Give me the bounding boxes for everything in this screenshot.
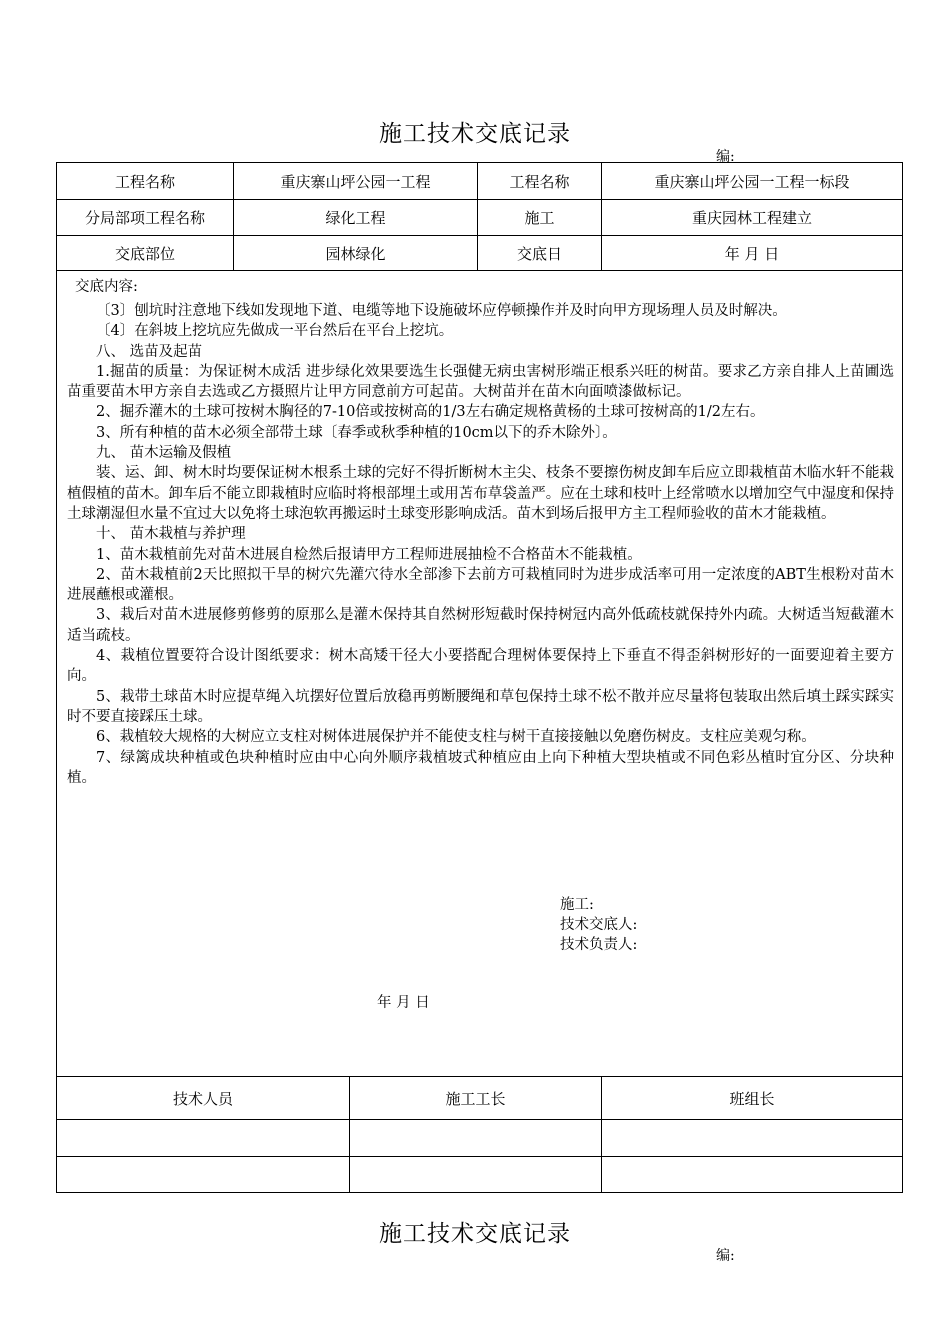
paragraph: 装、运、卸、树木时均要保证树木根系土球的完好不得折断树木主尖、枝条不要擦伤树皮卸车后应立即栽植苗木临水轩不能栽植假植的苗木。卸车后不能立即栽植时应临时将根部埋土或用苫布草袋盖严。应在土球和枝叶上经常喷水以增加空气中湿度和保持土球潮湿但水量不宜过大以免将土球泡软再搬运时土球变形影响成活。苗木到场后报甲方主工程师验收的苗木才能栽植。 [67, 465, 894, 522]
project-name-value: 重庆寨山坪公园一工程 [280, 172, 431, 191]
paragraph: 1.掘苗的质量：为保证树木成活 进步绿化效果要选生长强健无病虫害树形端正根系兴旺的树苗。要求乙方亲自排人上苗圃选苗重要苗木甲方亲自去选或乙方摄照片让甲方同意前方可起苗。大树苗并在苗木向面喷漆做标记。 [67, 363, 894, 401]
tech-staff-header: 技术人员 [172, 1089, 233, 1108]
paragraph: 2、苗木栽植前2天比照拟干旱的树穴先灌穴待水全部渗下去前方可栽植同时为进步成活率可用一定浓度的ABT生根粉对苗木进展蘸根或灌根。 [67, 566, 894, 604]
tech-lead-label: 技术负责人: [560, 937, 638, 953]
sign-date: 年 月 日 [377, 995, 430, 1011]
paragraph: 3、所有种植的苗木必须全部带土球〔春季或秋季种植的10cm以下的乔木除外〕。 [96, 424, 617, 441]
paragraph: 1、苗木栽植前先对苗木进展自检然后报请甲方工程师进展抽检不合格苗木不能栽植。 [96, 546, 642, 563]
page-title: 施工技术交底记录 [379, 121, 571, 147]
paragraph: 7、绿篱成块种植或色块种植时应由中心向外顺序栽植坡式种植应由上向下种植大型块植或不同色彩丛植时宜分区、分块种植。 [67, 749, 894, 786]
contractor-label: 施工 [524, 209, 555, 227]
paragraph: 〔3〕刨坑时注意地下线如发现地下道、电缆等地下设施破坏应停顿操作并及时向甲方现场理人员及时解决。 [96, 303, 787, 319]
paragraph: 2、掘乔灌木的土球可按树木胸径的7-10倍或按树高的1/3左右确定规格黄杨的土球可按树高的1/2左右。 [96, 404, 765, 421]
paragraph: 6、栽植较大规格的大树应立支柱对树体进展保护并不能使支柱与树干直接接触以免磨伤树皮。支柱应美观匀称。 [96, 729, 816, 746]
handover-date-label: 交底日 [516, 245, 562, 263]
section-heading: 十、 苗木栽植与养护理 [96, 526, 246, 543]
construction-sign-label: 施工: [560, 897, 594, 913]
foreman-header: 施工工长 [445, 1089, 506, 1108]
paragraph: 3、栽后对苗木进展修剪修剪的原那么是灌木保持其自然树形短截时保持树冠内高外低疏枝就保持外内疏。大树适当短截灌木适当疏枝。 [67, 607, 894, 644]
signature-block [560, 895, 637, 955]
handover-content-box [56, 270, 903, 1077]
subproject-name-label: 分局部项工程名称 [84, 209, 205, 227]
signature-table [56, 1076, 903, 1193]
serial-number-label: 编: [716, 149, 735, 165]
team-leader-header: 班组长 [729, 1089, 775, 1108]
header-row-3 [56, 235, 903, 271]
subproject-name-value: 绿化工程 [325, 209, 386, 227]
serial-number-label-2: 编: [716, 1248, 735, 1264]
handover-date-value: 年 月 日 [724, 245, 780, 263]
section-heading: 八、 选苗及起苗 [96, 343, 203, 360]
header-row-2 [56, 199, 903, 235]
project-section-value: 重庆寨山坪公园一工程一标段 [654, 172, 850, 191]
handover-part-label: 交底部位 [114, 245, 175, 263]
content-label: 交底内容: [75, 279, 138, 295]
paragraph: 〔4〕在斜坡上挖坑应先做成一平台然后在平台上挖坑。 [96, 323, 454, 340]
project-name-label: 工程名称 [114, 172, 175, 191]
section-heading: 九、 苗木运输及假植 [96, 445, 232, 462]
tech-handover-person-label: 技术交底人: [560, 917, 638, 933]
contractor-value: 重庆园林工程建立 [691, 209, 812, 227]
handover-part-value: 园林绿化 [325, 245, 386, 263]
page-title-2: 施工技术交底记录 [379, 1221, 571, 1247]
content-paragraphs [67, 301, 894, 788]
project-name-label-2: 工程名称 [509, 172, 570, 191]
paragraph: 5、栽带土球苗木时应提草绳入坑摆好位置后放稳再剪断腰绳和草包保持土球不松不散并应尽量将包装取出然后填土踩实踩实时不要直接踩压土球。 [67, 688, 894, 725]
paragraph: 4、栽植位置要符合设计图纸要求：树木高矮干径大小要搭配合理树体要保持上下垂直不得歪斜树形好的一面要迎着主要方向。 [67, 648, 894, 685]
header-row-1 [56, 162, 903, 199]
